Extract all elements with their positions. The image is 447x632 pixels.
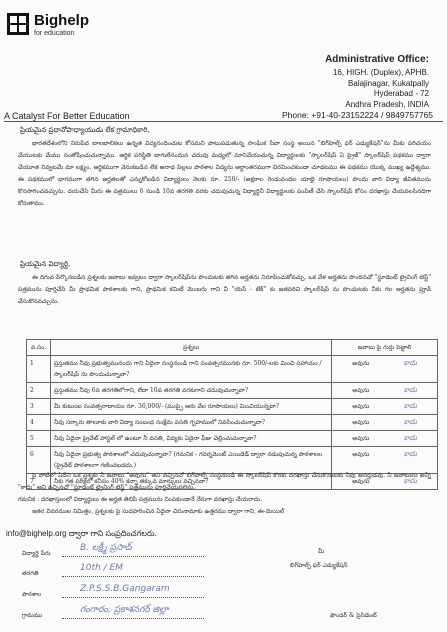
school-label: పాఠశాల (22, 591, 42, 598)
answer-no-marked[interactable]: కాదు (403, 434, 417, 442)
student-name-label: విద్యార్థి పేరు (22, 550, 51, 557)
eligibility-questions-table (26, 339, 438, 490)
address-line: Andhra Pradesh, INDIA (345, 99, 429, 109)
answer-no-marked[interactable]: కాదు (403, 359, 417, 367)
row-number: 5 (27, 431, 51, 447)
answer-no-marked[interactable]: కాదు (403, 386, 417, 394)
row-number: 3 (27, 399, 51, 415)
note-paragraph: గమనిక : దరఖాస్తులలో విద్యార్థులు ఈ అర్హత తెలిపే పత్రమును నింపకుండానే నేరుగా దరఖాస్తు చేయరాదు. (18, 496, 263, 503)
answer-yes[interactable]: అవును (352, 419, 370, 426)
sign-off: మీ (318, 548, 325, 555)
question-text: ప్రస్తుతము నీవు 6వ తరగతిలోగాని, లేదా 10వ తరగతి వరకుగాని చదువుచున్నావా? (50, 383, 331, 399)
contact-paragraph: ఇతర వివరముల నిమిత్తం, ప్రశ్నలకు పై సుదహరించిన ఏదైనా చిరునామాకు ఉత్తరము ద్వారా గాని, ఈ-మెయిల్ (32, 508, 285, 515)
question-text: మీ కుటుంబ సంవత్సరాదాయం రూ. 36,000/- (ముప్పై ఆరు వేల రూపాయలు) మించియున్నదా? (50, 399, 331, 415)
village-label: గ్రామము (22, 612, 43, 619)
student-name-field[interactable]: B. లక్ష్మీ ప్రసాద్ (80, 543, 132, 553)
row-number: 7 (27, 474, 51, 490)
question-text: నీకు గత పరీక్షలో కనీసం 40% కన్నా తక్కువ మార్కులు వచ్చినవా? (50, 474, 331, 490)
logo-subtitle: for education (34, 30, 75, 37)
school-line (62, 597, 204, 598)
question-text: నీవు సర్కారు తాలూకు వారి విద్యా సంబంధ సంక్షేమ వసతి గృహములో నివసించుచున్నావా? (50, 415, 331, 431)
salutation-headmaster: ప్రియమైన ప్రధానోపాధ్యాయుడు లేక గ్రామాధికారి, (20, 126, 150, 134)
address-line: Hyderabad - 72 (373, 89, 429, 98)
answer-yes[interactable]: అవును (352, 387, 370, 394)
sign-title: ఫౌండర్ & ప్రెసిడెంట్ (330, 612, 377, 619)
table-row (27, 356, 438, 383)
ineligibility-note: పై వాటిలో ఏదేని ఒక ప్రశ్నకు నీ జవాబు "అవును" అని వచ్చినచో బిగ్‌హెల్ప్ సంస్థనుండి ఈ స్కాలర్‌షిప్ కొరకు దరఖాస్తు చేసుకొనుటకు నీవు అనర్హుడవు. నీ జవాబులు అన్నీ "కాదు" అని వచ్చినచో "స్టూడెంట్ ట్రైనింగ్ టెస్ట్" పత్రమును పూర్తిచేయవలెను. (18, 472, 431, 491)
logo-name: Bighelp (34, 12, 89, 29)
question-text: ప్రస్తుతము నీవు ప్రభుత్వమునందు గాని ఏదైనా సంస్థనుండి గాని సంవత్సరమునకు రూ. 500/-లకు మించి సహాయం / స్కాలర్‌షిప్ ను పొందుచున్నావా? (50, 356, 331, 383)
table-row (27, 431, 438, 447)
bighelp-logo-icon (6, 12, 30, 36)
answer-yes[interactable]: అవును (352, 435, 370, 442)
question-text: నీవు ఏదైనా ప్రభుత్వ పాఠశాలలో చదువుచున్నావా? (గమనిక - గవర్నమెంట్ ఎయిడెడ్ ద్వారా నడుపుచున్న పాఠశాలల (ప్రైవేట్ పాఠశాలగా గణించబడదు.) (50, 447, 331, 474)
sign-organization: బిగ్‌హెల్ప్ ఫర్ ఎడ్యుకేషన్ (290, 562, 348, 569)
administrative-office-address (325, 54, 429, 110)
answer-cell (332, 356, 438, 383)
question-text: నీవు ఏదైనా ప్రైవేట్ హాస్టల్ లో ఉంటూ నీ వసతి, విద్యకు ఏదైనా ఫీజు చెల్లించుచున్నావా? (50, 431, 331, 447)
column-header-answer: జవాబు పై గుర్తు పెట్టాలి (332, 340, 438, 356)
table-row (27, 415, 438, 431)
answer-no-marked[interactable]: కాదు (403, 477, 417, 485)
school-field[interactable]: Z.P.S.S.B.Gangaram (80, 584, 170, 594)
answer-cell (332, 431, 438, 447)
phone-number: Phone: +91-40-23152224 / 9849757765 (281, 110, 433, 120)
answer-yes[interactable]: అవును (352, 451, 370, 458)
answer-no-marked[interactable]: కాదు (403, 450, 417, 458)
row-number: 6 (27, 447, 51, 474)
column-header-questions: ప్రశ్నలు (50, 340, 331, 356)
answer-cell (332, 399, 438, 415)
row-number: 2 (27, 383, 51, 399)
answer-no-marked[interactable]: కాదు (403, 418, 417, 426)
answer-cell (332, 383, 438, 399)
instructions-paragraph: ఈ దిగువ పేర్కొనబడిన ప్రశ్నలకు జవాబు ఇవ్వటం ద్వారా స్కాలర్‌షిప్‌ను పొందుటకు తగిన అర్హతను నిరూపించుకోవచ్చు. ఒక వేళ అర్హతను పొందినచో "స్టూడెంట్ ట్రైనింగ్ టెస్ట్" పత్రమును పూర్తిచేసి మీ ప్రాథమిక పాఠశాలకు గాని, ప్రాథమిక కమిటీ మెంబరు గాని వీ "యెస్ - టేక్" కు జతపరిచి స్కాలర్‌షిప్ ను పొందుటకు నీకు గల అర్హతను ప్రూవ్ చేసుకొనవచ్చును. (18, 274, 431, 305)
class-line (62, 576, 204, 577)
office-title: Administrative Office: (325, 54, 429, 65)
answer-yes[interactable]: అవును (352, 403, 370, 410)
class-field[interactable]: 10th / EM (80, 563, 123, 573)
header-divider (4, 121, 443, 122)
table-row (27, 399, 438, 415)
student-name-line (62, 556, 204, 557)
village-line (62, 618, 204, 619)
class-label: తరగతి (22, 570, 39, 577)
address-line: 16, HIGH. (Duplex), APHB. (332, 68, 429, 77)
row-number: 1 (27, 356, 51, 383)
intro-paragraph: భారతదేశంలోని నిరుపేద బాలబాలికలు ఉన్నత విద్యనందించుట కోసమని పాటుపడుతున్న సాంఘిక సేవా సంస్థ అయిన "బిగ్‌హెల్ప్ ఫర్ ఎడ్యుకేషన్"ను మీకు పరిచయం చేయుటకు మేము సంతోషించుచున్నాము. ఆర్థిక పరిస్థితి బాగులేనందున చదువు మధ్యలో మానివేయుచున్న విద్యార్థులకు "స్కాలర్‌షిప్ ఏ ప్రైజ్" స్కాలర్‌షిప్ పథకము ద్వారా చేయూత నివ్వటమే మా లక్ష్యం. ఆర్థికముగా వెనుకబడిన లేక అనాథ పిల్లలు పాఠశాల విద్యను అర్ధాంతరముగా విరమించకుండా చూడటము ఈ పథకము యొక్క ముఖ్య ఉద్దేశ్యము. ఈ పథకములో భాగముగా తగిన అర్హతలతో ఎన్నుకోబడిన విద్యార్థులు నెలకు రూ. 250/- (అక్షరాల రెండువందల యాభై రూపాయలు) పొందు వారి విద్యా జీవితమును కొనసాగించవచ్చును. దయచేసి మీరు ఈ పత్రములు 6 నుండి 10వ తరగతి వరకు చదువుచున్న విద్యార్థినీ విద్యార్థులకు పంపిణీ చేసి స్కాలర్‌షిప్ కోసం దరఖాస్తు చేయవలసినదిగా కోరుతాము. (18, 140, 431, 207)
answer-cell (332, 415, 438, 431)
address-line: Balajinagar, Kukatpally (348, 78, 429, 88)
answer-no-marked[interactable]: కాదు (403, 402, 417, 410)
village-field[interactable]: గంగారం, ప్రకాశనగర్ జిల్లా (80, 605, 169, 615)
row-number: 4 (27, 415, 51, 431)
answer-yes[interactable]: అవును (352, 478, 370, 485)
table-header-row (27, 340, 438, 356)
contact-email[interactable]: info@bighelp.org ద్వారా గాని సంప్రదించగలరు. (6, 529, 157, 538)
column-header-number: వ.సం. (27, 340, 51, 356)
table-row (27, 383, 438, 399)
salutation-student: ప్రియమైన విద్యార్థి, (20, 260, 71, 268)
answer-yes[interactable]: అవును (352, 360, 370, 367)
tagline: A Catalyst For Better Education (4, 111, 130, 121)
